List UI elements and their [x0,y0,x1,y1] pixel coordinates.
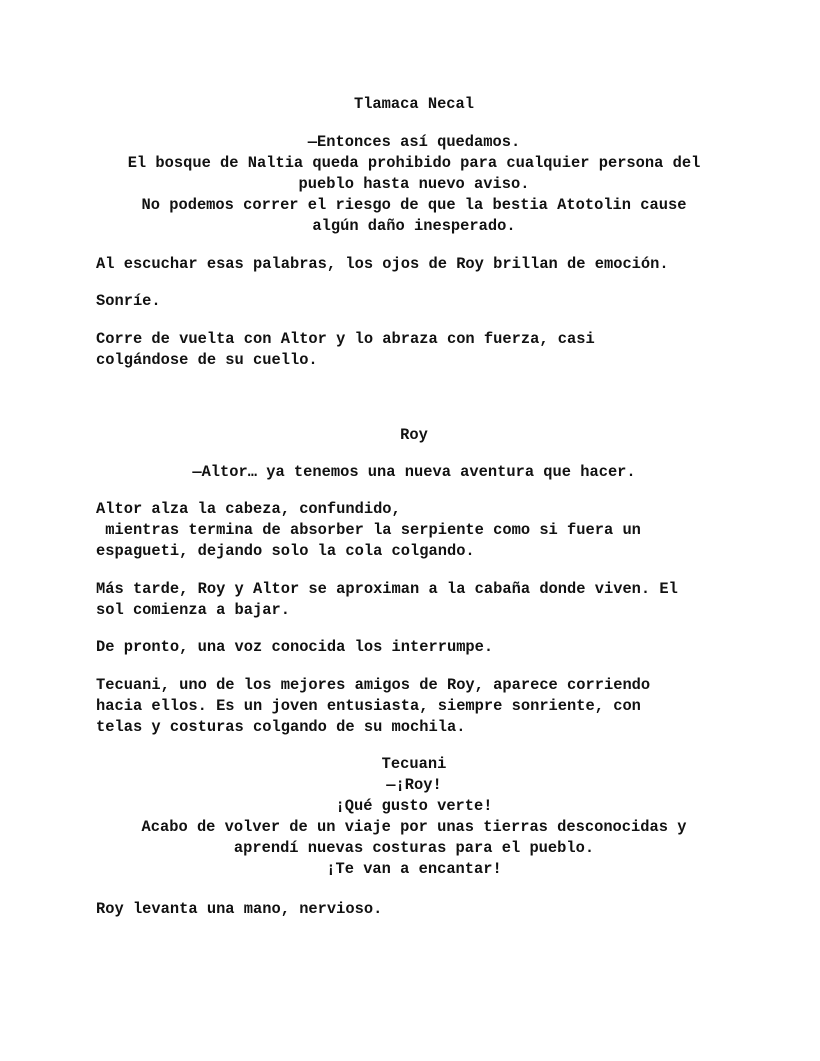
dialogue-line: No podemos correr el riesgo de que la bestia Atotolin cause [141,196,687,214]
action-block [96,637,736,658]
dialogue-line: ¡Qué gusto verte! [335,797,493,815]
action-block [96,579,736,621]
action-block [96,675,736,738]
action-block [96,329,736,371]
action-line: Tecuani, uno de los mejores amigos de Roy, aparece corriendo [96,676,651,694]
action-block [96,499,736,562]
action-line: Roy levanta una mano, nervioso. [96,900,383,918]
dialogue-block [96,462,732,483]
action-line: espagueti, dejando solo la cola colgando. [96,542,475,560]
action-line: Más tarde, Roy y Altor se aproximan a la cabaña donde viven. El [96,580,678,598]
action-line: mientras termina de absorber la serpiente como si fuera un [96,521,641,539]
dialogue-line: pueblo hasta nuevo aviso. [298,175,530,193]
action-line: Corre de vuelta con Altor y lo abraza con fuerza, casi [96,330,595,348]
character-name [96,754,732,775]
dialogue-line: —¡Roy! [386,776,442,794]
action-line: colgándose de su cuello. [96,351,318,369]
action-line: telas y costuras colgando de su mochila. [96,718,466,736]
action-line: hacia ellos. Es un joven entusiasta, siempre sonriente, con [96,697,641,715]
action-line: Al escuchar esas palabras, los ojos de Roy brillan de emoción. [96,255,669,273]
character-name-text: Roy [400,426,428,444]
character-name-text: Tecuani [381,755,447,773]
character-name [96,94,732,115]
dialogue-line: —Entonces así quedamos. [307,133,521,151]
action-line: sol comienza a bajar. [96,601,290,619]
action-block [96,899,736,920]
action-block [96,254,736,275]
dialogue-line: ¡Te van a encantar! [326,860,502,878]
action-line: Sonríe. [96,292,161,310]
character-name-text: Tlamaca Necal [353,95,475,113]
dialogue-line: algún daño inesperado. [312,217,516,235]
dialogue-block [96,775,732,880]
action-line: Altor alza la cabeza, confundido, [96,500,401,518]
dialogue-line: aprendí nuevas costuras para el pueblo. [233,839,595,857]
dialogue-block [96,132,732,237]
action-line: De pronto, una voz conocida los interrumpe. [96,638,494,656]
dialogue-line: Acabo de volver de un viaje por unas tierras desconocidas y [141,818,687,836]
dialogue-line: —Altor… ya tenemos una nueva aventura que hacer. [192,463,636,481]
action-block [96,291,736,312]
character-name [96,425,732,446]
dialogue-line: El bosque de Naltia queda prohibido para cualquier persona del [127,154,701,172]
